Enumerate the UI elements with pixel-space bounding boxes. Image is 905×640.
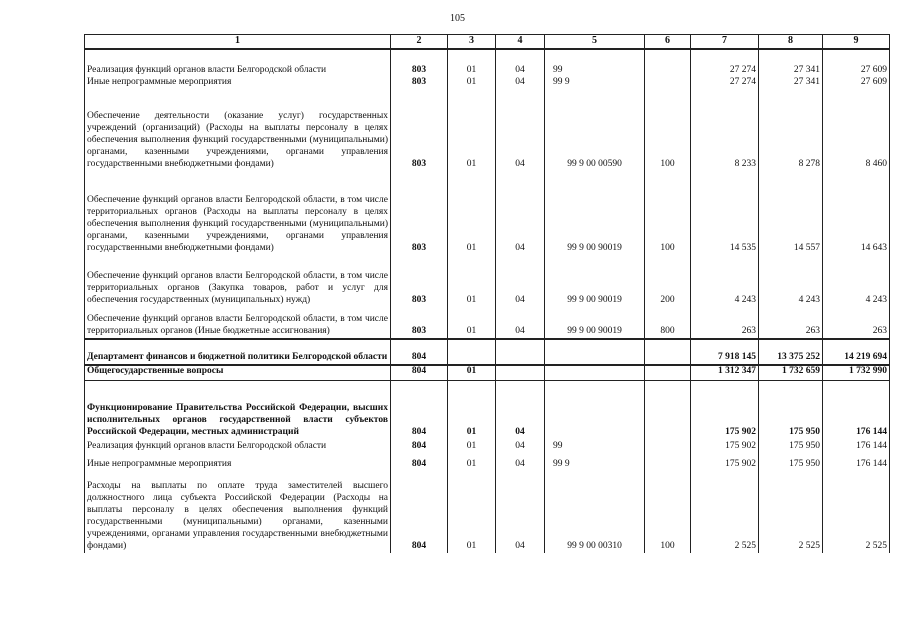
cell-admin: 804 xyxy=(391,339,448,365)
cell-subsection: 04 xyxy=(496,471,545,553)
cell-target: 99 xyxy=(545,439,645,453)
cell-year2: 13 375 252 xyxy=(759,339,823,365)
table-row xyxy=(85,339,890,365)
cell-year1: 14 535 xyxy=(691,171,759,255)
row-name: Обеспечение функций органов власти Белгородской области, в том числе территориальных органов (Расходы на выплаты персоналу в целях обеспечения выполнения функций государственными (муниципальными) органами, казенными учреждениями, органами управления государственными внебюджетными фондами) xyxy=(85,171,391,255)
row-name: Реализация функций органов власти Белгородской области xyxy=(85,49,391,77)
cell-year2: 263 xyxy=(759,307,823,339)
cell-target xyxy=(545,381,645,439)
cell-section: 01 xyxy=(448,77,496,91)
cell-year2: 175 950 xyxy=(759,453,823,471)
header-cell: 8 xyxy=(759,35,823,49)
cell-section: 01 xyxy=(448,439,496,453)
header-cell: 2 xyxy=(391,35,448,49)
cell-year3: 14 219 694 xyxy=(823,339,890,365)
cell-section: 01 xyxy=(448,171,496,255)
header-cell: 6 xyxy=(645,35,691,49)
cell-type xyxy=(645,77,691,91)
table-row xyxy=(85,49,890,77)
cell-admin: 804 xyxy=(391,439,448,453)
cell-target: 99 9 00 90019 xyxy=(545,171,645,255)
cell-year2: 175 950 xyxy=(759,439,823,453)
cell-subsection: 04 xyxy=(496,77,545,91)
table-row xyxy=(85,255,890,307)
row-name: Функционирование Правительства Российской Федерации, высших исполнительных органов государственной власти субъектов Российской Федерации, местных администраций xyxy=(85,381,391,439)
cell-year1: 4 243 xyxy=(691,255,759,307)
cell-year2: 2 525 xyxy=(759,471,823,553)
cell-year1: 2 525 xyxy=(691,471,759,553)
cell-admin: 803 xyxy=(391,91,448,171)
cell-subsection: 04 xyxy=(496,171,545,255)
cell-type: 800 xyxy=(645,307,691,339)
cell-target: 99 9 00 90019 xyxy=(545,307,645,339)
cell-type: 100 xyxy=(645,471,691,553)
cell-type: 100 xyxy=(645,91,691,171)
cell-year3: 8 460 xyxy=(823,91,890,171)
cell-admin: 803 xyxy=(391,171,448,255)
header-cell: 4 xyxy=(496,35,545,49)
cell-target: 99 9 xyxy=(545,453,645,471)
cell-admin: 804 xyxy=(391,453,448,471)
cell-year3: 1 732 990 xyxy=(823,365,890,381)
cell-admin: 803 xyxy=(391,49,448,77)
cell-year1: 7 918 145 xyxy=(691,339,759,365)
header-cell: 1 xyxy=(85,35,391,49)
cell-year1: 1 312 347 xyxy=(691,365,759,381)
cell-section: 01 xyxy=(448,49,496,77)
cell-admin: 803 xyxy=(391,77,448,91)
cell-admin: 804 xyxy=(391,381,448,439)
cell-type: 100 xyxy=(645,171,691,255)
cell-subsection: 04 xyxy=(496,453,545,471)
cell-section: 01 xyxy=(448,307,496,339)
cell-subsection: 04 xyxy=(496,439,545,453)
table-row xyxy=(85,453,890,471)
cell-year2: 27 341 xyxy=(759,77,823,91)
cell-year3: 263 xyxy=(823,307,890,339)
table-row xyxy=(85,91,890,171)
cell-year1: 27 274 xyxy=(691,49,759,77)
cell-year1: 8 233 xyxy=(691,91,759,171)
cell-year3: 176 144 xyxy=(823,439,890,453)
cell-subsection xyxy=(496,339,545,365)
table-row xyxy=(85,471,890,553)
cell-type xyxy=(645,453,691,471)
cell-subsection: 04 xyxy=(496,307,545,339)
row-name: Обеспечение функций органов власти Белгородской области, в том числе территориальных органов (Иные бюджетные ассигнования) xyxy=(85,307,391,339)
row-name: Обеспечение деятельности (оказание услуг) государственных учреждений (организаций) (Расходы на выплаты персоналу в целях обеспечения выполнения функций государственными (муниципальными) органами, казенными учреждениями, органами управления государственными внебюджетными фондами) xyxy=(85,91,391,171)
cell-type xyxy=(645,339,691,365)
cell-target xyxy=(545,339,645,365)
cell-target: 99 xyxy=(545,49,645,77)
cell-section: 01 xyxy=(448,91,496,171)
cell-target xyxy=(545,365,645,381)
table-row xyxy=(85,77,890,91)
cell-admin: 804 xyxy=(391,365,448,381)
cell-year1: 175 902 xyxy=(691,439,759,453)
cell-section: 01 xyxy=(448,471,496,553)
row-name: Расходы на выплаты по оплате труда заместителей высшего должностного лица субъекта Российской Федерации (Расходы на выплаты персоналу в целях обеспечения выполнения функций государственными (муниципальными) органами, казенными учреждениями, органами управления государственными внебюджетными фондами) xyxy=(85,471,391,553)
row-name: Реализация функций органов власти Белгородской области xyxy=(85,439,391,453)
cell-subsection: 04 xyxy=(496,91,545,171)
cell-year2: 14 557 xyxy=(759,171,823,255)
cell-type xyxy=(645,439,691,453)
page-number: 105 xyxy=(450,13,465,24)
cell-year3: 2 525 xyxy=(823,471,890,553)
cell-section: 01 xyxy=(448,365,496,381)
cell-year2: 1 732 659 xyxy=(759,365,823,381)
cell-type: 200 xyxy=(645,255,691,307)
cell-year2: 8 278 xyxy=(759,91,823,171)
cell-year3: 27 609 xyxy=(823,77,890,91)
row-name: Обеспечение функций органов власти Белгородской области, в том числе территориальных органов (Закупка товаров, работ и услуг для обеспечения государственных (муниципальных) нужд) xyxy=(85,255,391,307)
cell-admin: 803 xyxy=(391,307,448,339)
header-cell: 9 xyxy=(823,35,890,49)
table-row xyxy=(85,307,890,339)
cell-year1: 263 xyxy=(691,307,759,339)
header-row xyxy=(85,35,890,49)
cell-type xyxy=(645,381,691,439)
cell-year1: 27 274 xyxy=(691,77,759,91)
cell-admin: 803 xyxy=(391,255,448,307)
row-name: Иные непрограммные мероприятия xyxy=(85,453,391,471)
cell-admin: 804 xyxy=(391,471,448,553)
header-cell: 3 xyxy=(448,35,496,49)
row-name: Департамент финансов и бюджетной политики Белгородской области xyxy=(85,339,391,365)
cell-target: 99 9 00 00590 xyxy=(545,91,645,171)
cell-year1: 175 902 xyxy=(691,453,759,471)
cell-type xyxy=(645,49,691,77)
cell-year2: 4 243 xyxy=(759,255,823,307)
cell-section: 01 xyxy=(448,255,496,307)
cell-year2: 27 341 xyxy=(759,49,823,77)
cell-section xyxy=(448,339,496,365)
cell-target: 99 9 00 90019 xyxy=(545,255,645,307)
table-row xyxy=(85,439,890,453)
cell-target: 99 9 xyxy=(545,77,645,91)
cell-subsection: 04 xyxy=(496,381,545,439)
header-cell: 7 xyxy=(691,35,759,49)
table-row xyxy=(85,171,890,255)
row-name: Иные непрограммные мероприятия xyxy=(85,77,391,91)
cell-section: 01 xyxy=(448,453,496,471)
cell-year2: 175 950 xyxy=(759,381,823,439)
cell-year3: 176 144 xyxy=(823,381,890,439)
cell-target: 99 9 00 00310 xyxy=(545,471,645,553)
cell-year3: 14 643 xyxy=(823,171,890,255)
table-row xyxy=(85,365,890,381)
cell-year3: 4 243 xyxy=(823,255,890,307)
cell-subsection: 04 xyxy=(496,49,545,77)
header-cell: 5 xyxy=(545,35,645,49)
cell-year3: 176 144 xyxy=(823,453,890,471)
cell-section: 01 xyxy=(448,381,496,439)
cell-subsection xyxy=(496,365,545,381)
budget-table xyxy=(84,34,890,553)
cell-year1: 175 902 xyxy=(691,381,759,439)
cell-type xyxy=(645,365,691,381)
table-row xyxy=(85,381,890,439)
cell-subsection: 04 xyxy=(496,255,545,307)
row-name: Общегосударственные вопросы xyxy=(85,365,391,381)
cell-year3: 27 609 xyxy=(823,49,890,77)
